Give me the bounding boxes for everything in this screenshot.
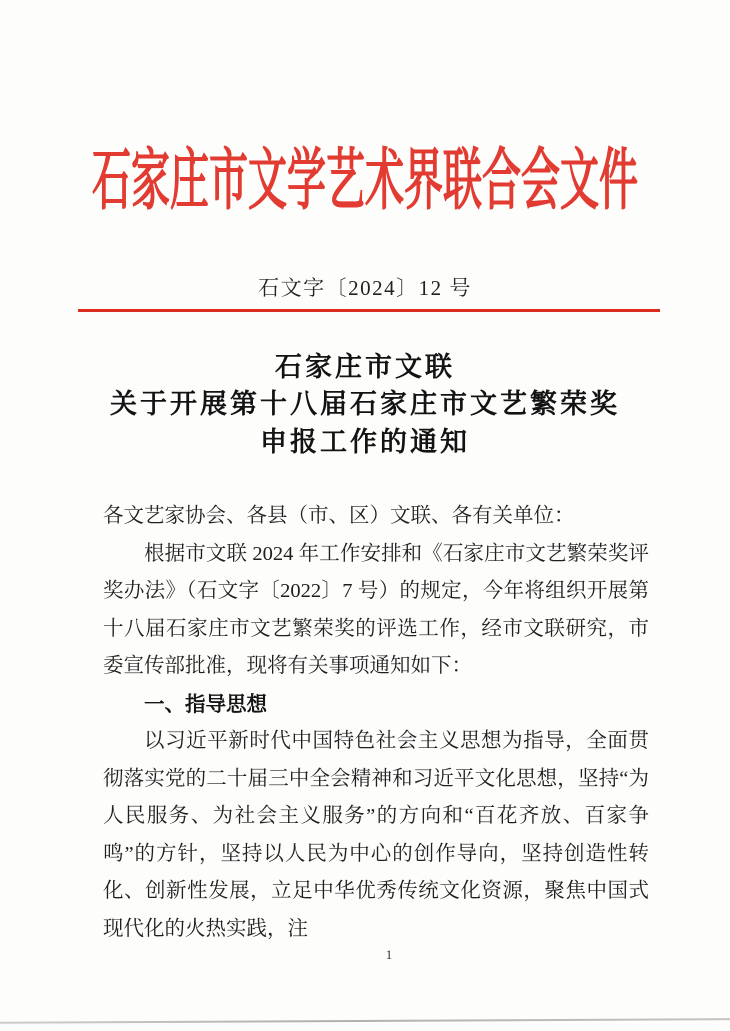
letterhead-title-text: 石家庄市文学艺术界联合会文件 bbox=[91, 144, 638, 219]
notice-title-line-3: 申报工作的通知 bbox=[260, 426, 470, 457]
red-divider-rule bbox=[78, 309, 660, 312]
section-heading-guiding-ideology: 一、指导思想 bbox=[144, 692, 267, 716]
page-number: 1 bbox=[385, 947, 393, 962]
page-edge-line bbox=[0, 1018, 730, 1024]
notice-title-line-1: 石家庄市文联 bbox=[275, 352, 455, 382]
notice-title-line-2: 关于开展第十八届石家庄市文艺繁荣奖 bbox=[110, 389, 620, 420]
document-body bbox=[103, 498, 649, 948]
guiding-ideology-paragraph: 以习近平新时代中国特色社会主义思想为指导，全面贯彻落实党的二十届三中全会精神和习近平文化思想，坚持“为人民服务、为社会主义服务”的方向和“百花齐放、百家争鸣”的方针，坚持以人民为中心的创作导向，坚持创造性转化、创新性发展，立足中华优秀传统文化资源，聚焦中国式现代化的火热实践，注 bbox=[103, 730, 649, 940]
doc-number: 石文字〔2024〕12 号 bbox=[258, 276, 472, 300]
letterhead-title bbox=[0, 144, 730, 219]
salutation-line: 各文艺家协会、各县（市、区）文联、各有关单位： bbox=[103, 505, 575, 527]
notice-title bbox=[0, 349, 730, 461]
intro-paragraph: 根据市文联 2024 年工作安排和《石家庄市文艺繁荣奖评奖办法》（石文字〔2022〕7 号）的规定，今年将组织开展第十八届石家庄市文艺繁荣奖的评选工作，经市文联研究，市委宣传部批准，现将有关事项通知如下： bbox=[103, 542, 649, 677]
